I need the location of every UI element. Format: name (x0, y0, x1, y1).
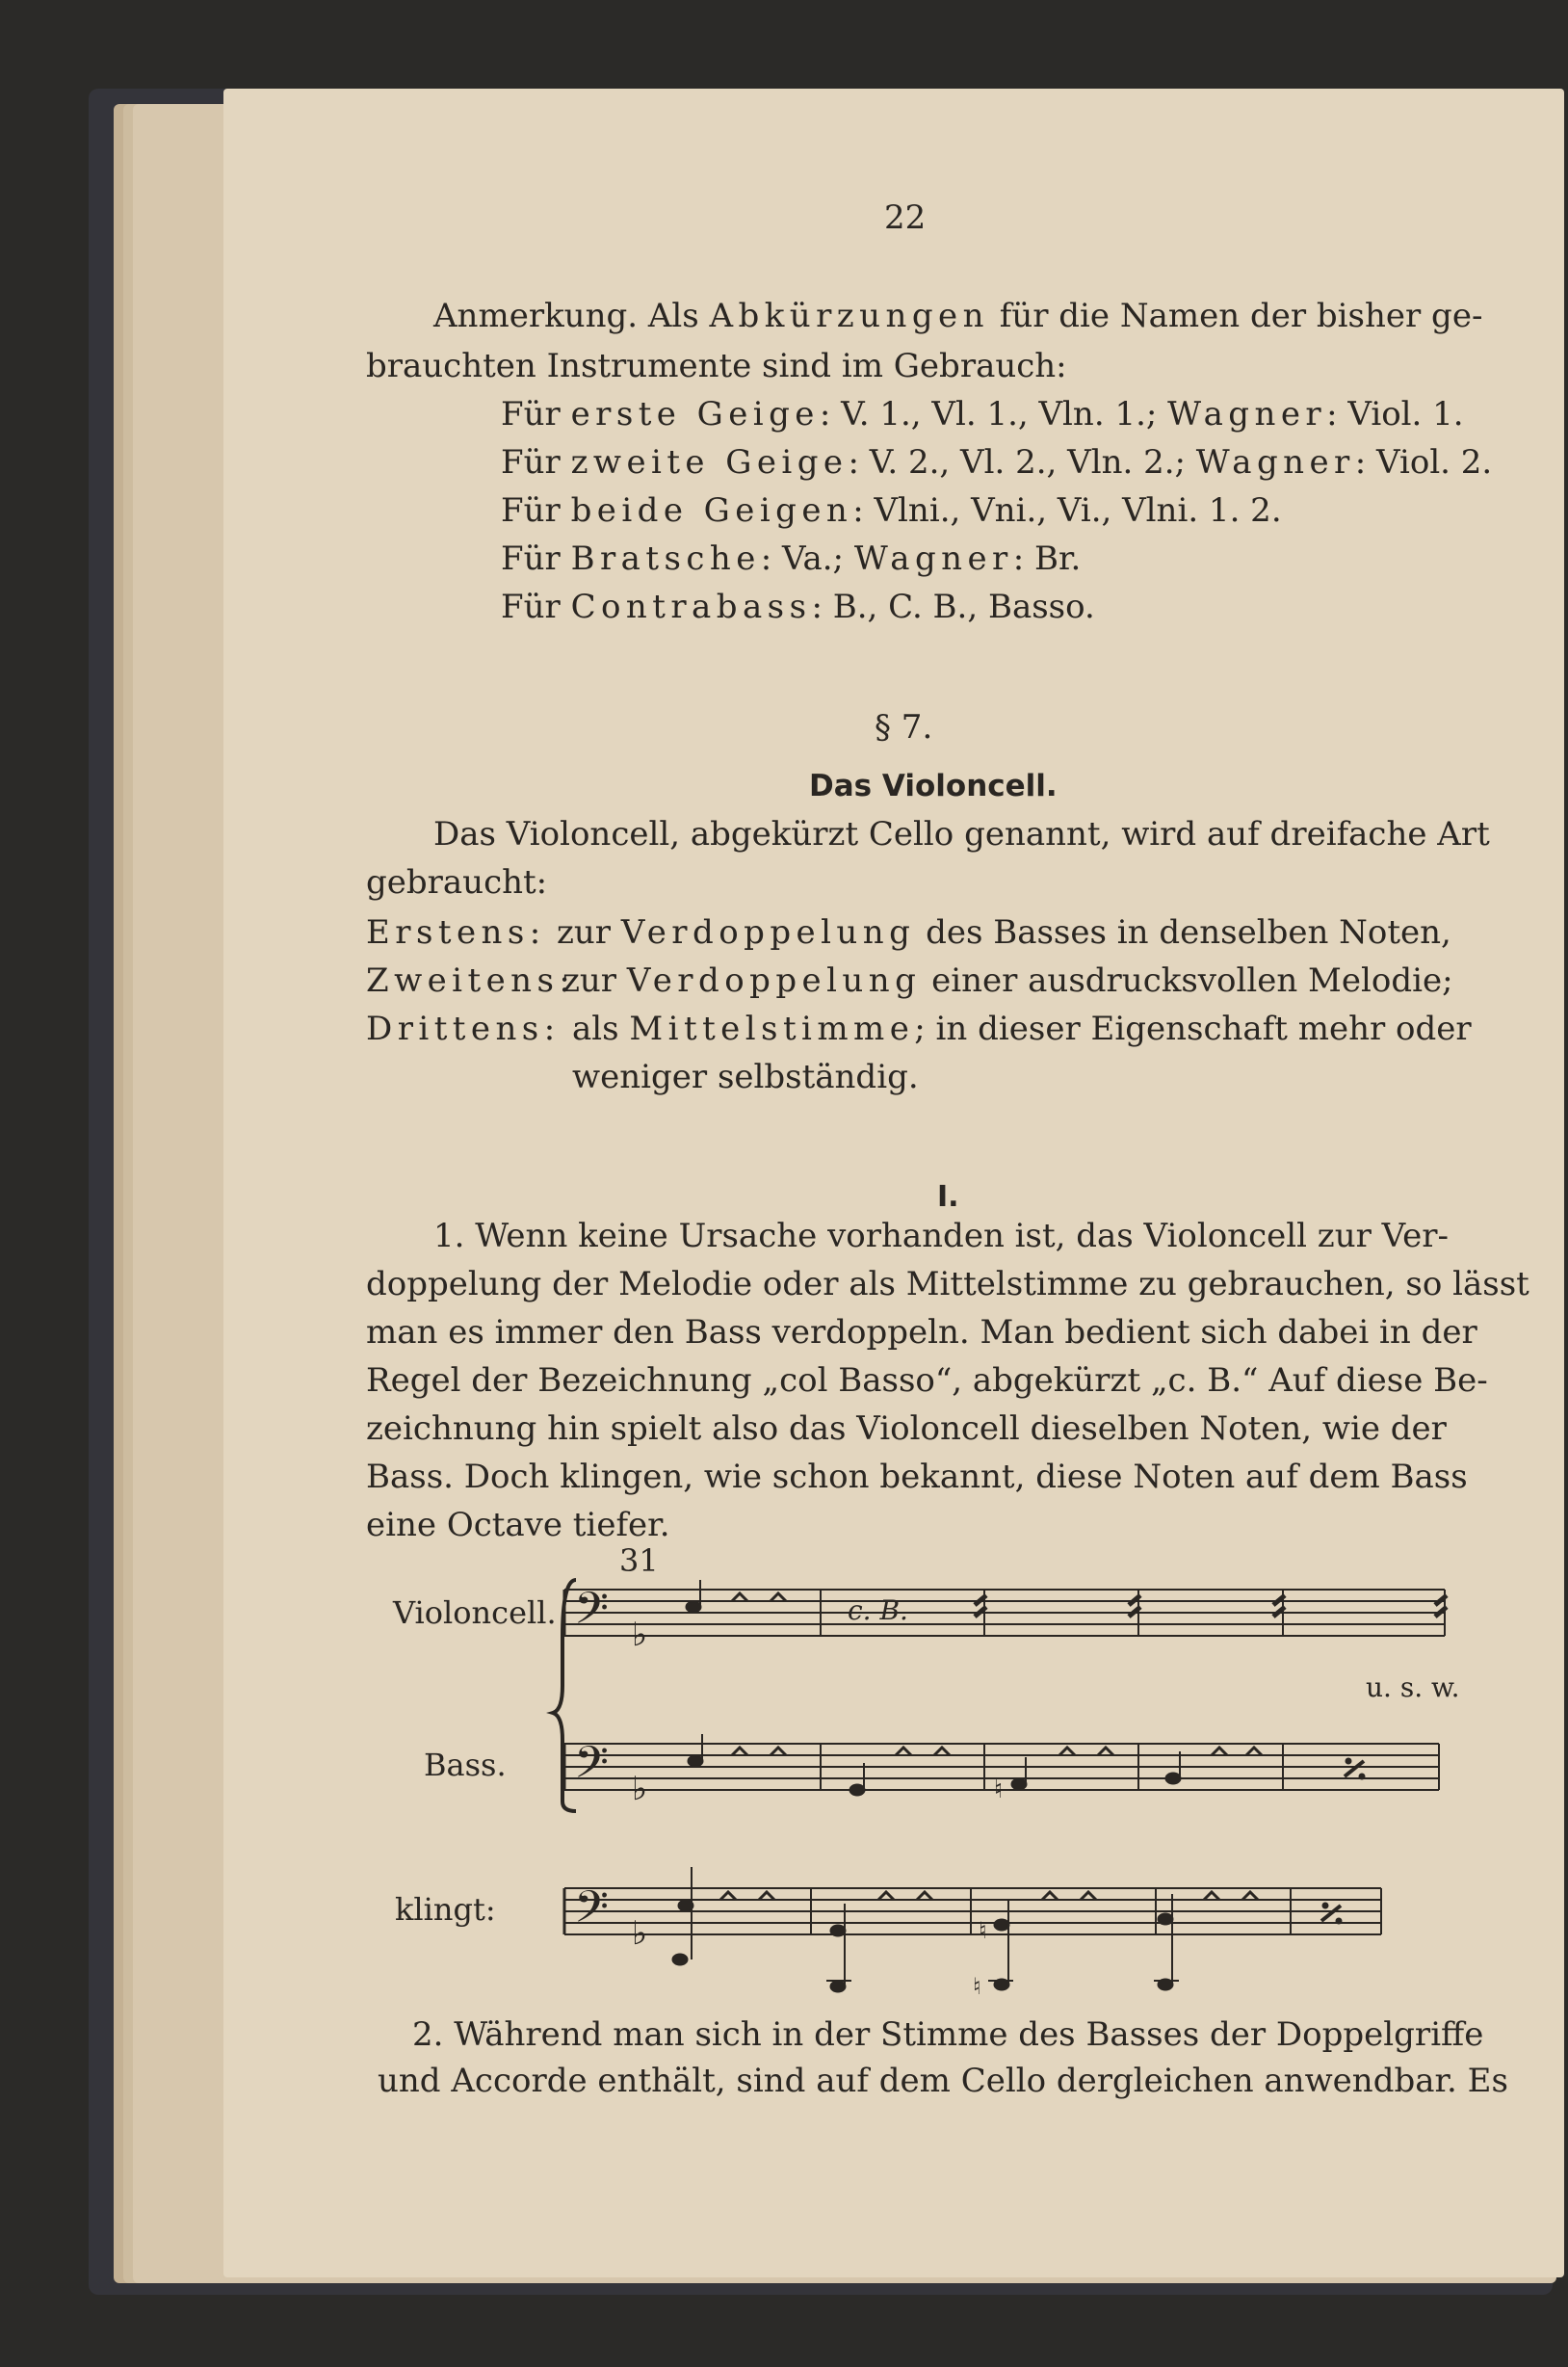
row-wagner: Wagner (1195, 443, 1355, 482)
page-number: 22 (884, 198, 927, 237)
note-head (1011, 1778, 1027, 1790)
row-wagner-abbrev: : Br. (1012, 539, 1082, 578)
row-abbrev: : V. 1., Vl. 1., Vln. 1.; (819, 395, 1168, 434)
quarter-rest-icon (878, 1892, 932, 1900)
para1-line-5: zeichnung hin spielt also das Violoncell dieselben Noten, wie der (366, 1409, 1447, 1448)
item-emphasis: Mittelstimme (629, 1010, 915, 1048)
note-head (688, 1755, 703, 1767)
bass-staff-marks (574, 1734, 1365, 1808)
item-text: einer ausdrucksvollen Melodie; (921, 961, 1453, 1000)
para2-line-1: 2. Während man sich in der Stimme des Basses der Doppelgriffe (412, 2015, 1484, 2054)
repeat-dot (1359, 1774, 1365, 1779)
row-abbrev: : B., C. B., Basso. (811, 588, 1095, 626)
item-1-label: Erstens: (366, 913, 546, 952)
item-2-label: Zweitens: (366, 961, 576, 1000)
bass-clef-icon: 𝄢 (574, 1583, 610, 1645)
row-label: Für (501, 491, 571, 530)
intro-line-2: gebraucht: (366, 863, 548, 902)
note-head (994, 1919, 1009, 1931)
row-wagner: Wagner (1167, 395, 1327, 434)
row-instrument: zweite Geige (570, 443, 849, 482)
para1-line-2: doppelung der Melodie oder als Mittelstimme zu gebrauchen, so lässt (366, 1265, 1529, 1303)
row-instrument: beide Geigen (570, 491, 853, 530)
cello-staff-marks (574, 1580, 1447, 1654)
natural-icon: ♮ (979, 1917, 987, 1944)
note-text: Anmerkung. Als (433, 297, 710, 335)
quarter-rest-icon (732, 1748, 786, 1755)
flat-icon: ♭ (632, 1914, 648, 1953)
item-emphasis: Verdoppelung (626, 961, 922, 1000)
subsection-numeral: I. (937, 1180, 959, 1214)
item-text: des Basses in denselben Noten, (915, 913, 1451, 952)
para1-line-6: Bass. Doch klingen, wie schon bekannt, diese Noten auf dem Bass (366, 1458, 1468, 1496)
row-label: Für (501, 395, 571, 434)
repeat-dot (1336, 1918, 1342, 1924)
row-abbrev: : V. 2., Vl. 2., Vln. 2.; (848, 443, 1196, 482)
bass-clef-icon: 𝄢 (574, 1737, 610, 1800)
col-basso-marking: c. B. (848, 1594, 908, 1626)
row-wagner: Wagner (853, 539, 1013, 578)
item-text: ; in dieser Eigenschaft mehr oder (914, 1010, 1472, 1048)
bass-staff-label: Bass. (424, 1747, 507, 1783)
note-head (994, 1979, 1009, 1990)
note-head (830, 1925, 846, 1936)
para2-line-2: und Accorde enthält, sind auf dem Cello dergleichen anwendbar. Es (378, 2062, 1508, 2100)
natural-icon: ♮ (973, 1973, 981, 2000)
flat-icon: ♭ (632, 1770, 648, 1808)
item-emphasis: Verdoppelung (620, 913, 916, 952)
row-instrument: Contrabass (570, 588, 812, 626)
item-3-label: Drittens: (366, 1010, 561, 1048)
row-abbrev: : Vlni., Vni., Vi., Vlni. 1. 2. (852, 491, 1282, 530)
para1-line-4: Regel der Bezeichnung „col Basso“, abgekürzt „c. B.“ Auf diese Be- (366, 1361, 1488, 1400)
usw-text: u. s. w. (1366, 1671, 1460, 1703)
item-text: zur (562, 961, 627, 1000)
item-3-continuation: weniger selbständig. (572, 1058, 919, 1096)
note-text: für die Namen der bisher ge- (988, 297, 1483, 335)
row-instrument: erste Geige (570, 395, 820, 434)
flat-icon: ♭ (632, 1616, 648, 1654)
item-text: als (572, 1010, 630, 1048)
quarter-rest-icon (1059, 1748, 1113, 1755)
bass-clef-icon: 𝄢 (574, 1881, 610, 1944)
row-abbrev: : Va.; (760, 539, 854, 578)
section-number: § 7. (875, 708, 933, 747)
note-head (1165, 1773, 1181, 1784)
para1-line-1: 1. Wenn keine Ursache vorhanden ist, das Violoncell zur Ver- (433, 1217, 1449, 1255)
row-instrument: Bratsche (570, 539, 761, 578)
item-text: zur (557, 913, 621, 952)
natural-icon: ♮ (994, 1775, 1004, 1804)
quarter-rest-icon (1212, 1748, 1262, 1755)
row-label: Für (501, 539, 571, 578)
section-title: Das Violoncell. (809, 769, 1058, 803)
row-label: Für (501, 443, 571, 482)
quarter-rest-icon (1042, 1892, 1096, 1900)
repeat-dot (1346, 1758, 1351, 1764)
row-label: Für (501, 588, 571, 626)
row-wagner-abbrev: : Viol. 2. (1354, 443, 1493, 482)
quarter-rest-icon (896, 1748, 950, 1755)
klingt-label: klingt: (395, 1891, 496, 1928)
note-head (1158, 1979, 1173, 1990)
para1-line-3: man es immer den Bass verdoppeln. Man bedient sich dabei in der (366, 1313, 1477, 1352)
note-emphasis: Abkürzungen (709, 297, 989, 335)
note-head (1158, 1913, 1173, 1925)
row-wagner-abbrev: : Viol. 1. (1326, 395, 1464, 434)
measure-number: 31 (619, 1542, 659, 1579)
note-head (830, 1981, 846, 1992)
quarter-rest-icon (732, 1593, 786, 1601)
intro-line-1: Das Violoncell, abgekürzt Cello genannt, wird auf dreifache Art (433, 815, 1490, 854)
repeat-dot (1322, 1903, 1328, 1908)
quarter-rest-icon (1204, 1892, 1258, 1900)
note-line-2: brauchten Instrumente sind im Gebrauch: (366, 347, 1067, 385)
note-head (686, 1601, 701, 1613)
note-head (672, 1954, 688, 1965)
quarter-rest-icon (720, 1892, 774, 1900)
para1-line-7: eine Octave tiefer. (366, 1506, 670, 1544)
cello-staff-label: Violoncell. (393, 1594, 557, 1631)
note-head (849, 1784, 865, 1796)
